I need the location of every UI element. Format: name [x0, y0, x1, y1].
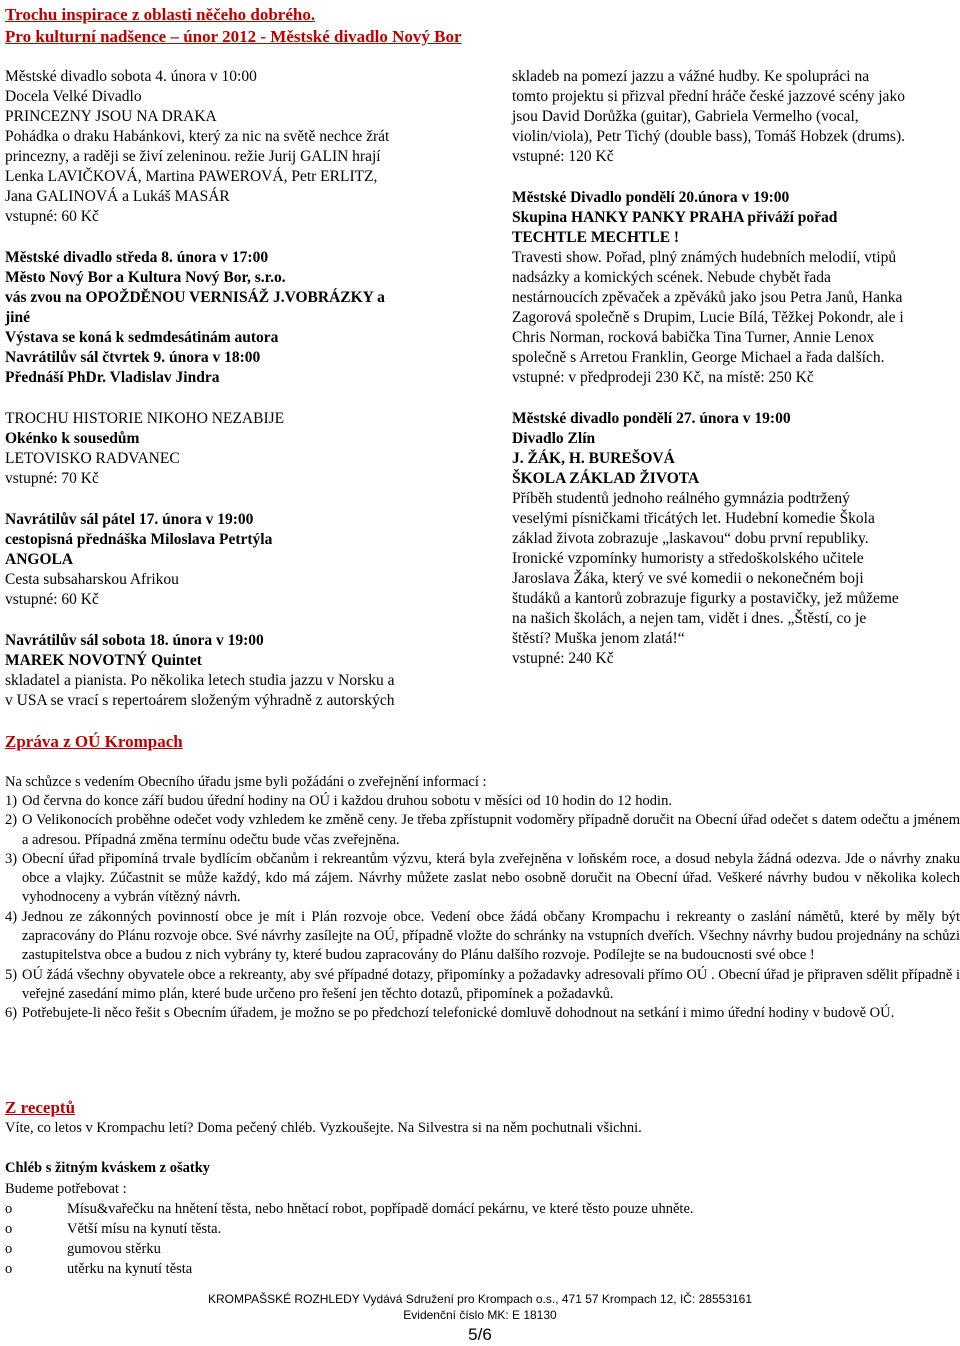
recipe-title: Chléb s žitným kváskem z ošatky — [5, 1160, 211, 1176]
item-text: Potřebujete-li něco řešit s Obecním úřadem, je možno se po předchozí telefonické domluvě dohodnout na setkání i mimo úřední hodiny v budově OÚ. — [22, 1005, 895, 1022]
event-line: nestárnoucích zpěvaček a zpěváků jako jsou Petra Janů, Hanka — [512, 289, 903, 306]
recipes-intro: Víte, co letos v Krompachu letí? Doma pečený chléb. Vyzkoušejte. Na Silvestra si na něm pochutnali všichni. — [5, 1120, 642, 1136]
event-line: Jaroslava Žáka, který ve své komedii o nekonečném boji — [512, 570, 864, 587]
event-line: Město Nový Bor a Kultura Nový Bor, s.r.o. — [5, 269, 286, 286]
event-heading: Městské divadlo středa 8. února v 17:00 — [5, 249, 269, 266]
event-line: violin/viola), Petr Tichý (double bass), Tomáš Hobzek (drums). — [512, 128, 905, 145]
news-intro: Na schůzce s vedením Obecního úřadu jsme byli požádáni o zveřejnění informací : — [5, 774, 487, 790]
event-heading: Navrátilův sál čtvrtek 9. února v 18:00 — [5, 349, 261, 366]
event-line: jiné — [5, 309, 30, 326]
event-heading: Městské Divadlo pondělí 20.února v 19:00 — [512, 189, 790, 206]
item-number: 5) — [5, 966, 18, 983]
event-line: tomto projektu si přizval přední hráče české jazzové scény jako — [512, 88, 905, 105]
item-text: Větší mísu na kynutí těsta. — [67, 1221, 222, 1237]
event-line: Docela Velké Divadlo — [5, 88, 142, 105]
list-item — [5, 1259, 192, 1280]
event-line: Okénko k sousedům — [5, 430, 140, 447]
list-item — [5, 966, 960, 1005]
event-line: študáků a kantorů zobrazuje figurky a postavičky, jež můžeme — [512, 590, 899, 607]
event-line: Lenka LAVIČKOVÁ, Martina PAWEROVÁ, Petr ERLITZ, — [5, 168, 378, 185]
item-number: 1) — [5, 793, 18, 809]
event-line: TROCHU HISTORIE NIKOHO NEZABIJE — [5, 410, 285, 427]
event-line: Skupina HANKY PANKY PRAHA přiváží pořad — [512, 209, 838, 226]
event-price: vstupné: 120 Kč — [512, 148, 614, 165]
list-item — [5, 811, 960, 850]
event-price: vstupné: 70 Kč — [5, 470, 99, 487]
header-line-1: Trochu inspirace z oblasti něčeho dobrého. — [5, 5, 316, 24]
event-line: J. ŽÁK, H. BUREŠOVÁ — [512, 450, 675, 467]
event-heading: Městské divadlo pondělí 27. února v 19:00 — [512, 410, 791, 427]
item-number: 3) — [5, 850, 18, 867]
item-number: 2) — [5, 812, 18, 829]
bullet: o — [5, 1221, 13, 1237]
event-line: vás zvou na OPOŽDĚNOU VERNISÁŽ J.VOBRÁZKY a — [5, 289, 385, 306]
event-line: na našich školách, a nejen tam, vidět i dnes. „Štěstí, co je — [512, 610, 867, 627]
event-line: princezny, a raději se živí zeleninou. režie Jurij GALIN hrají — [5, 148, 381, 165]
event-heading: Navrátilův sál sobota 18. února v 19:00 — [5, 632, 264, 649]
item-text: Od června do konce září budou úřední hodiny na OÚ i každou druhou sobotu v měsíci od 10 hodin do 12 hodin. — [22, 793, 672, 809]
list-item — [5, 792, 960, 811]
event-line: Výstava se koná k sedmdesátinám autora — [5, 329, 279, 346]
event-price: vstupné: v předprodeji 230 Kč, na místě: 250 Kč — [512, 369, 814, 386]
news-heading: Zpráva z OÚ Krompach — [5, 732, 183, 751]
event-heading: Městské divadlo sobota 4. února v 10:00 — [5, 68, 257, 85]
event-line: veselými písničkami třicátých let. Hudební komedie Škola — [512, 510, 875, 527]
recipes-heading: Z receptů — [5, 1098, 76, 1117]
event-line: Příběh studentů jednoho reálného gymnázia podtržený — [512, 490, 850, 507]
event-line: Cesta subsaharskou Afrikou — [5, 571, 179, 588]
item-text: OÚ žádá všechny obyvatele obce a rekreanty, aby své případné dotazy, připomínky a požadavky adresovali přímo OÚ . Obecní úřad je připraven sdělit případně i veřejné zasedání mimo plán, které bude určeno pro řešení jen těchto dotazů, připomínek a požadavků. — [22, 966, 960, 1002]
footer-registration: Evidenční číslo MK: E 18130 — [403, 1308, 557, 1322]
item-text: Obecní úřad připomíná trvale bydlícím občanům i rekreantům výzvu, která byla zveřejněna v loňském roce, a dosud nebyla žádná odezva. Jde o návrhy znaku obce a vlajky. Zúčastnit se může každý, kdo má zájem. Návrhy můžete zaslat nebo osobně doručit na Obecní úřad. Veškeré návrhy budou v několika kolech vyhodnoceny a vybrán vítězný návrh. — [22, 850, 960, 906]
item-text: Mísu&vařečku na hnětení těsta, nebo hnětací robot, popřípadě domácí pekárnu, ve které těsto pouze uhněte. — [67, 1201, 694, 1217]
event-line: cestopisná přednáška Miloslava Petrtýla — [5, 531, 273, 548]
news-list — [5, 792, 960, 1024]
event-line: jsou David Dorůžka (guitar), Gabriela Vermelho (vocal, — [512, 108, 859, 125]
event-line: nadsázky a komických scének. Nebude chybět řada — [512, 269, 831, 286]
page-number: 5/6 — [468, 1325, 492, 1344]
bullet: o — [5, 1201, 13, 1217]
event-line: Pohádka o draku Habánkovi, který za nic na světě nechce žrát — [5, 128, 390, 145]
event-line: Divadlo Zlín — [512, 430, 596, 447]
event-line: štěstí? Muška jenom zlatá!“ — [512, 630, 685, 647]
footer-publisher: KROMPAŠSKÉ ROZHLEDY Vydává Sdružení pro Krompach o.s., 471 57 Krompach 12, IČ: 28553161 — [207, 1292, 753, 1306]
list-item — [5, 1004, 960, 1023]
event-line: skladatel a pianista. Po několika letech studia jazzu v Norsku a — [5, 672, 395, 689]
event-line: společně s Arretou Franklin, George Michael a řada dalších. — [512, 349, 885, 366]
list-item — [5, 850, 960, 908]
recipe-need: Budeme potřebovat : — [5, 1181, 127, 1197]
event-line: Ironické vzpomínky humoristy a středoškolského učitele — [512, 550, 864, 567]
list-item — [5, 1239, 161, 1260]
event-line: Přednáší PhDr. Vladislav Jindra — [5, 369, 220, 386]
event-price: vstupné: 60 Kč — [5, 591, 99, 608]
event-line: v USA se vrací s repertoárem složeným výhradně z autorských — [5, 692, 395, 709]
item-number: 4) — [5, 908, 18, 925]
bullet: o — [5, 1261, 13, 1277]
list-item — [5, 1219, 221, 1240]
event-line: TECHTLE MECHTLE ! — [512, 229, 680, 246]
event-line: LETOVISKO RADVANEC — [5, 450, 180, 467]
event-heading: Navrátilův sál pátel 17. února v 19:00 — [5, 511, 254, 528]
item-text: utěrku na kynutí těsta — [67, 1261, 193, 1277]
item-text: O Velikonocích proběhne odečet vody vzhledem ke změně ceny. Je třeba zpřístupnit vodoměry případně doručit na Obecní úřad odečet s datem odečtu a jménem a adresou. Případná změna termínu odečtu bude včas zveřejněna. — [22, 812, 960, 848]
event-line: skladeb na pomezí jazzu a vážné hudby. Ke spolupráci na — [512, 68, 870, 85]
event-line: ANGOLA — [5, 551, 74, 568]
event-line: Zagorová společně s Drupim, Lucie Bílá, Těžkej Pokondr, ale i — [512, 309, 904, 326]
event-line: Travesti show. Pořad, plný známých hudebních melodií, vtipů — [512, 249, 897, 266]
item-text: Jednou ze zákonných povinností obce je mít i Plán rozvoje obce. Vedení obce žádá občany Krompachu i rekreanty o zaslání námětů, které by měly být zapracovány do Plánu rozvoje obce. Své návrhy zasílejte na OÚ, případně vložte do schránky na vstupních dveřích. Všechny návrhy budou projednány na schůzi zastupitelstva obce a budou z nich vybrány ty, které budou zapracovány do Plánu dalšího rozvoje. Podílejte se na budoucnosti své obce ! — [22, 908, 960, 964]
event-line: ŠKOLA ZÁKLAD ŽIVOTA — [512, 470, 700, 487]
event-line: PRINCEZNY JSOU NA DRAKA — [5, 108, 217, 125]
event-price: vstupné: 60 Kč — [5, 208, 99, 225]
event-price: vstupné: 240 Kč — [512, 650, 614, 667]
event-line: Jana GALINOVÁ a Lukáš MASÁR — [5, 188, 230, 205]
bullet: o — [5, 1241, 13, 1257]
item-text: gumovou stěrku — [67, 1241, 161, 1257]
event-line: Chris Norman, rocková babička Tina Turner, Annie Lenox — [512, 329, 875, 346]
event-line: MAREK NOVOTNÝ Quintet — [5, 652, 202, 669]
header-line-2: Pro kulturní nadšence – únor 2012 - Městské divadlo Nový Bor — [5, 27, 462, 46]
event-line: základ života zobrazuje „laskavou“ dobu první republiky. — [512, 530, 869, 547]
item-number: 6) — [5, 1005, 18, 1022]
list-item — [5, 908, 960, 966]
list-item — [5, 1199, 694, 1220]
